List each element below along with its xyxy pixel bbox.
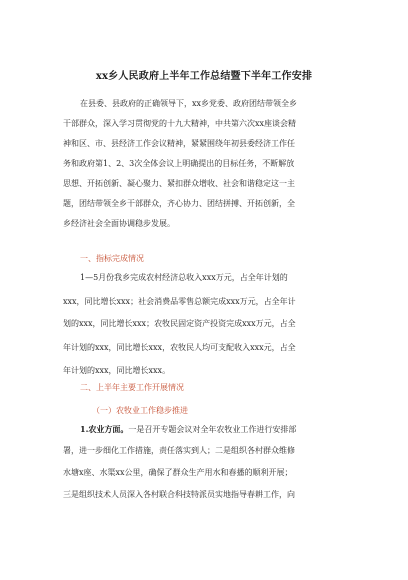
section-heading-indicators: 一、指标完成情况 <box>80 254 144 263</box>
agriculture-lead: 1.农业方面。 <box>80 424 129 434</box>
subsection-heading-agriculture: （一）农牧业工作稳步推进 <box>92 406 188 415</box>
intro-line-3: 神和区、市、县经济工作会议精神，紧紧围绕年初县委经济工作任 <box>63 139 295 148</box>
indicator-line-5: 年计划的xxx，同比增长xxx。 <box>63 366 171 375</box>
indicator-line-1: 1—5月份我乡完成农村经济总收入xxx万元，占全年计划的 <box>80 273 288 282</box>
agriculture-line-4: 三是组织技术人员深入各村联合科技特派员实地指导春耕工作，向 <box>63 490 295 499</box>
agriculture-line-2: 署，进一步细化工作措施，责任落实到人；二是组织各村群众维修 <box>63 446 295 455</box>
intro-line-1: 在县委、县政府的正确领导下，xx乡党委、政府团结带领全乡 <box>80 99 298 108</box>
document-title: xx乡人民政府上半年工作总结暨下半年工作安排 <box>95 71 313 82</box>
indicator-line-3: 划的xxx，同比增长xxx；农牧民固定资产投资完成xxx万元，占全 <box>63 319 296 328</box>
agriculture-line-1 <box>80 424 380 435</box>
intro-line-5: 思想、开拓创新、凝心聚力、紧扣群众增收、社会和谐稳定这一主 <box>63 179 295 188</box>
intro-line-2: 干部群众，深入学习贯彻党的十九大精神，中共第六次xx座谈会精 <box>63 119 297 128</box>
agriculture-line-1-text: 一是召开专题会议对全年农牧业工作进行安排部 <box>128 425 297 434</box>
intro-line-7: 乡经济社会全面协调稳步发展。 <box>63 219 175 228</box>
indicator-line-2: xxx，同比增长xxx；社会消费品零售总额完成xxx万元，占全年计 <box>63 297 296 306</box>
agriculture-line-3: 水塘x座、水渠xx公里，确保了群众生产用水和春播的顺利开展； <box>63 468 293 477</box>
intro-line-6: 题，团结带领全乡干部群众，齐心协力、团结拼搏、开拓创新，全 <box>63 199 295 208</box>
indicator-line-4: 年计划的xxx，同比增长xxx，农牧民人均可支配收入xxx元，占全 <box>63 343 296 352</box>
intro-line-4: 务和政府第1、2、3次全体会议上明确提出的目标任务，不断解放 <box>63 159 295 168</box>
section-heading-work-progress: 二、上半年主要工作开展情况 <box>80 383 184 392</box>
